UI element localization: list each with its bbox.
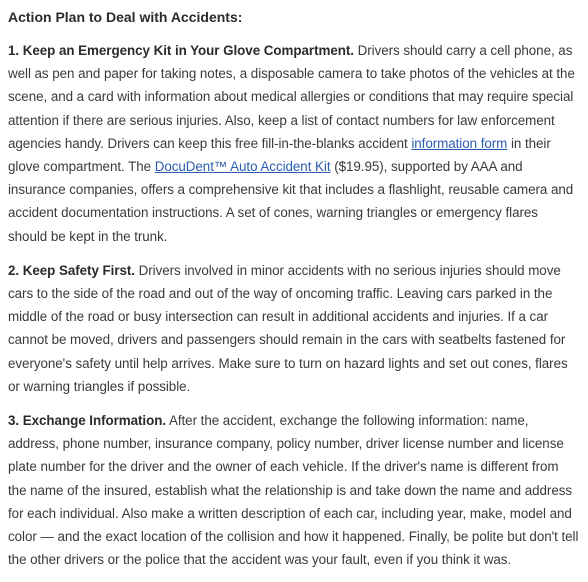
information-form-link[interactable]: information form bbox=[411, 135, 508, 151]
section-exchange-information bbox=[8, 409, 580, 571]
section-text: After the accident, exchange the following information: name, address, phone number, insurance company, policy number, driver license number and license plate number for the driver and the owner of each vehicle. If the driver's name is different from the name of the insured, establish what the relationship is and take down the name and address for each individual. Also make a written description of each car, including year, make, model and color — and the exact location of the collision and how it happened. Finally, be polite but don't tell the other drivers or the police that the accident was your fault, even if you think it was. bbox=[8, 413, 579, 568]
section-heading: 2. Keep Safety First. bbox=[8, 262, 135, 278]
docudent-kit-link[interactable]: DocuDent™ Auto Accident Kit bbox=[154, 159, 331, 175]
section-emergency-kit bbox=[8, 39, 580, 248]
section-heading: 3. Exchange Information. bbox=[8, 413, 167, 429]
section-heading: 1. Keep an Emergency Kit in Your Glove Compartment. bbox=[8, 43, 354, 58]
section-text: Drivers should carry a cell phone, as well as pen and paper for taking notes, a disposable camera to take photos of the vehicles at the scene, and a card with information about medical allergies or conditions that may require special attention if there are serious injuries. Also, keep a list of contact numbers for law enforcement agencies handy. Drivers can keep this free fill-in-the-blanks accident bbox=[8, 43, 575, 151]
section-text: in their glove compartment. The bbox=[8, 135, 551, 175]
section-text: ($19.95), supported by AAA and insurance companies, offers a comprehensive kit that includes a flashlight, reusable camera and accident documentation instructions. A set of cones, warning triangles or emergency flares should be kept in the trunk. bbox=[8, 159, 574, 244]
section-safety-first bbox=[8, 259, 580, 398]
page-title: Action Plan to Deal with Accidents: bbox=[8, 9, 243, 25]
section-text: Drivers involved in minor accidents with no serious injuries should move cars to the side of the road and out of the way of oncoming traffic. Leaving cars parked in the middle of the road or busy intersection can result in additional accidents and injuries. If a car cannot be moved, drivers and passengers should remain in the cars with seatbelts fastened for everyone's safety until help arrives. Make sure to turn on hazard lights and set out cones, flares or warning triangles if possible. bbox=[8, 262, 568, 394]
